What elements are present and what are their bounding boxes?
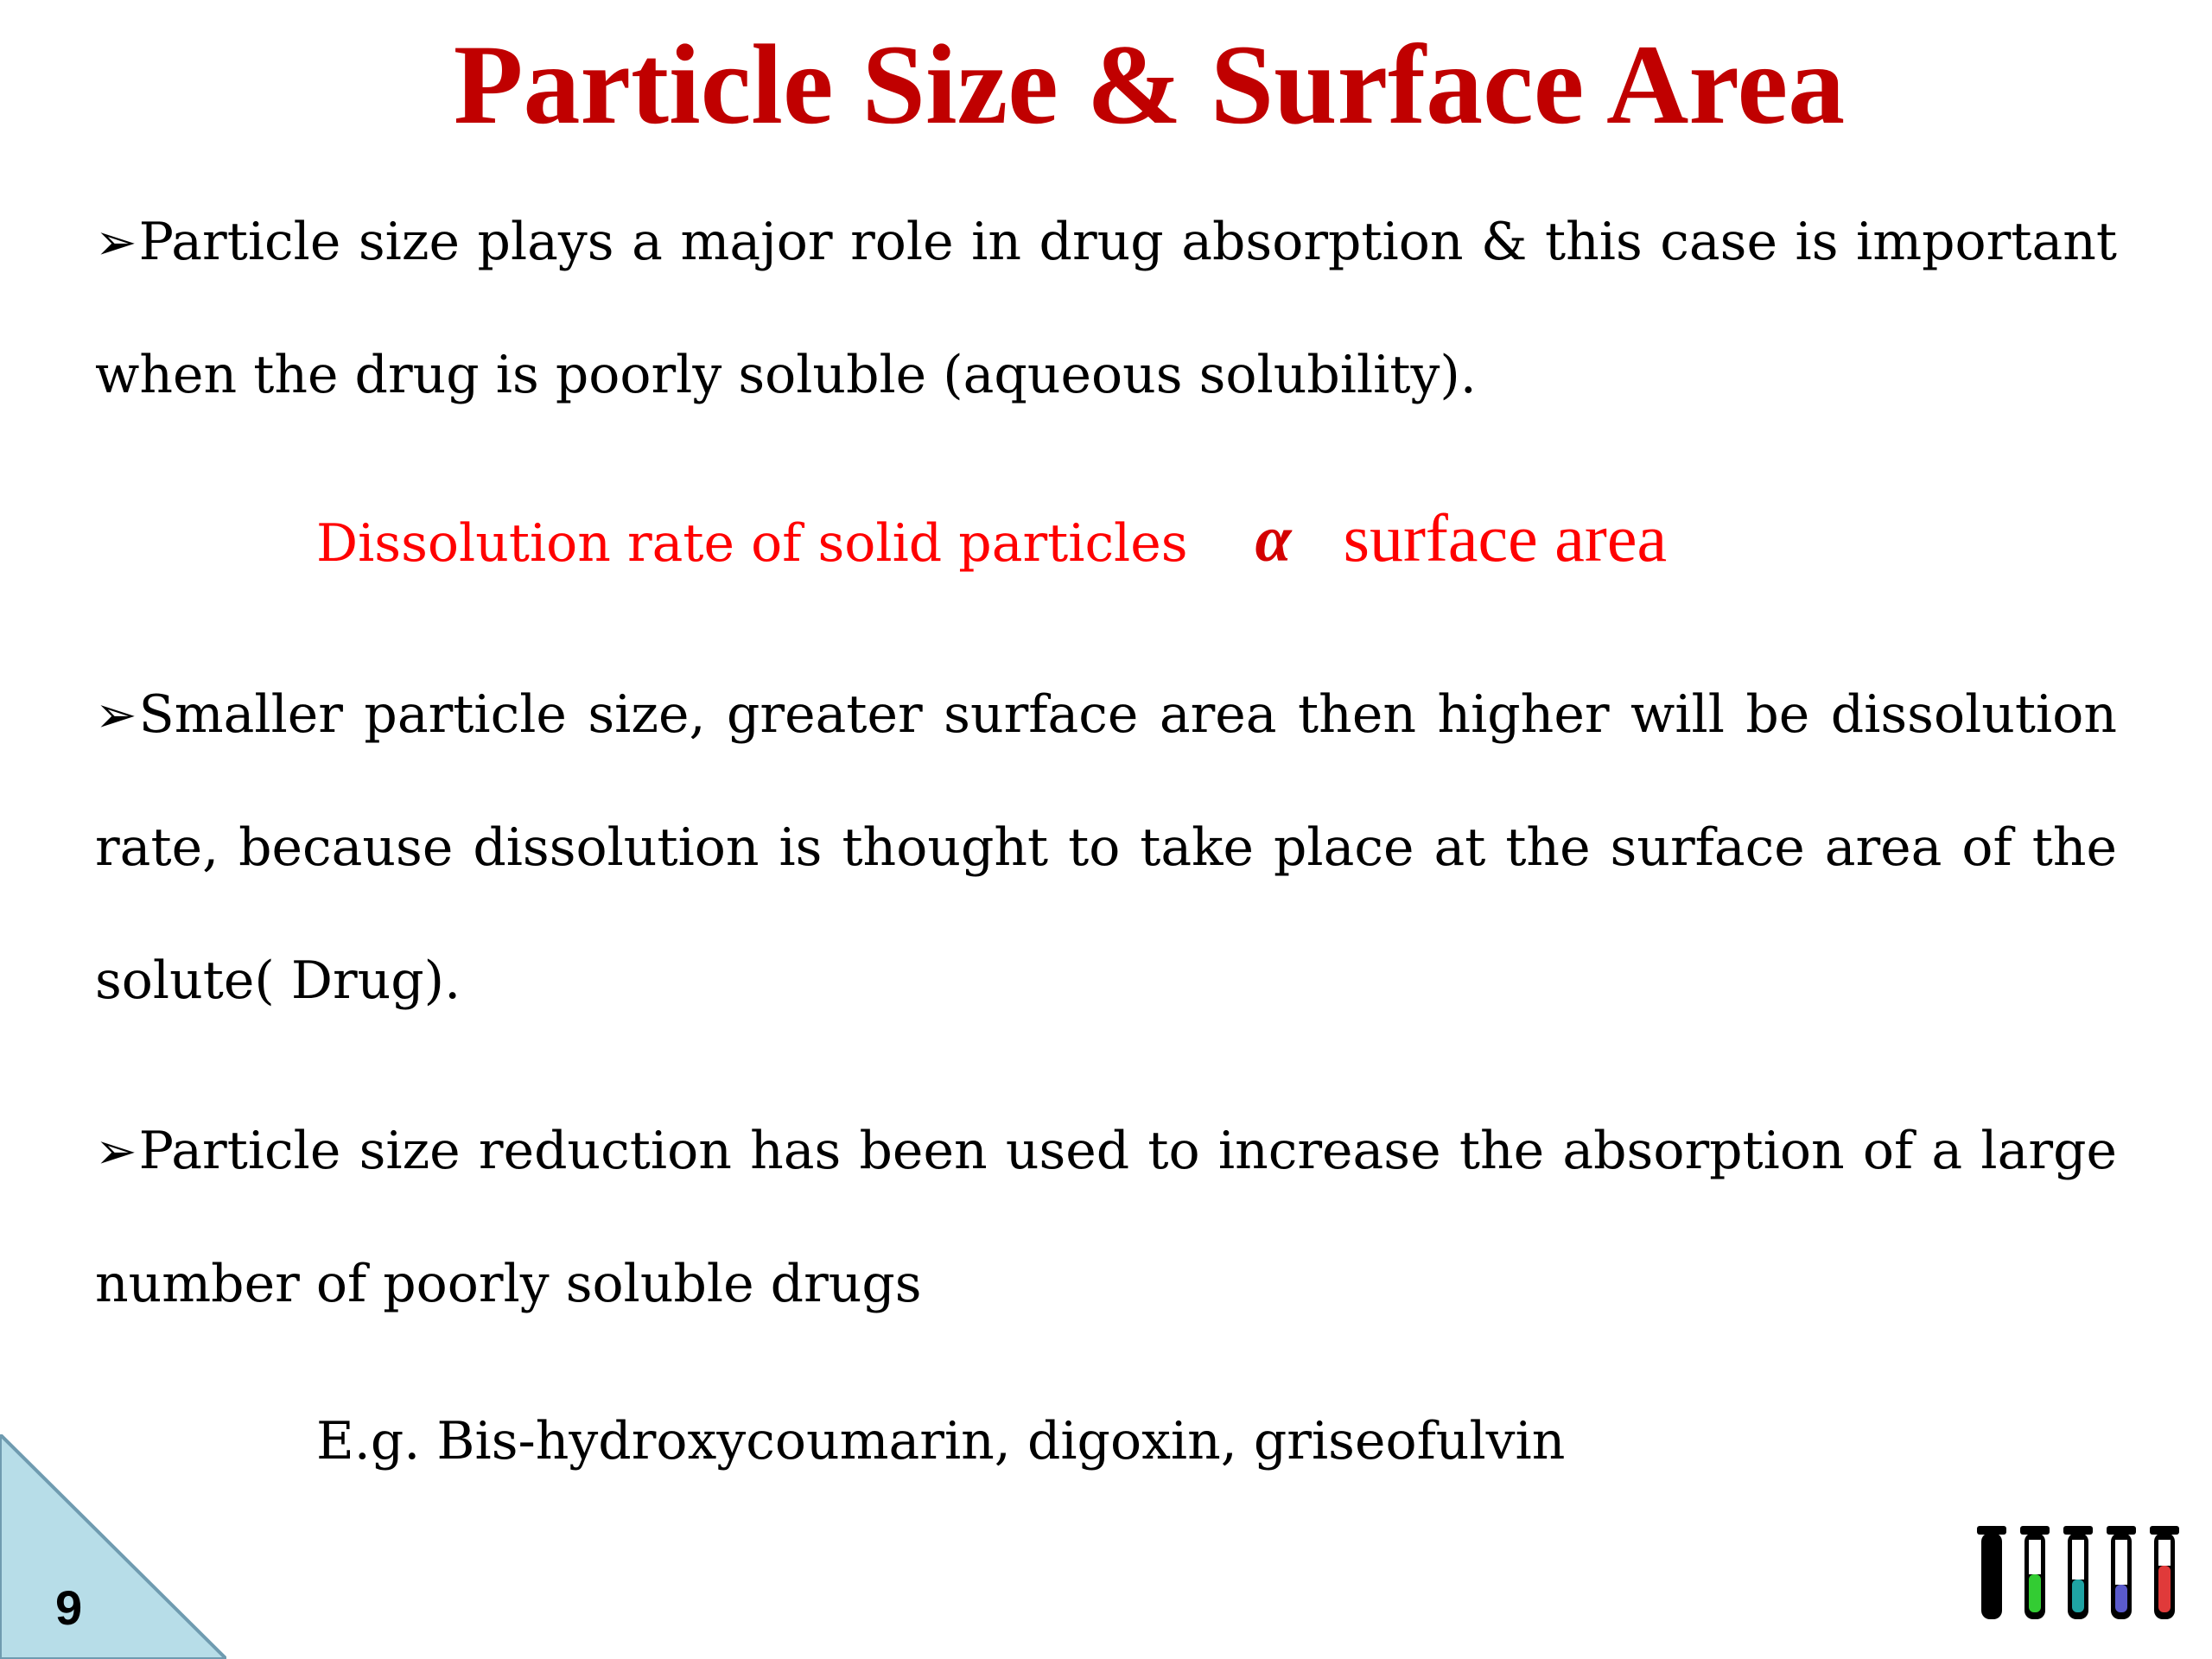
formula-right-text: surface area	[1343, 500, 1668, 575]
bullet-arrow-icon: ➢	[95, 213, 137, 271]
paragraph-smaller-particle	[95, 648, 2117, 1047]
test-tube-2	[2020, 1526, 2050, 1619]
bullet-arrow-icon: ➢	[95, 685, 137, 744]
formula-left-text: Dissolution rate of solid particles	[316, 513, 1188, 574]
page-number: 9	[55, 1580, 83, 1635]
paragraph-2-text: Smaller particle size, greater surface area then higher will be dissolution rate, because dissolution is thought to take place at the surface area of the solute( Drug).	[95, 684, 2117, 1011]
bullet-arrow-icon: ➢	[95, 1122, 137, 1180]
paragraph-1-text: Particle size plays a major role in drug absorption & this case is important when the drug is poorly soluble (aqueous solubility).	[95, 212, 2117, 405]
corner-triangle	[0, 1434, 226, 1659]
test-tube-4	[2107, 1526, 2136, 1619]
paragraph-size-reduction	[95, 1084, 2117, 1351]
test-tube-1	[1977, 1526, 2006, 1619]
test-tube-5	[2150, 1526, 2179, 1619]
test-tubes-icon	[1974, 1524, 2190, 1628]
paragraph-3-text: Particle size reduction has been used to increase the absorption of a large number of poorly soluble drugs	[95, 1121, 2117, 1314]
paragraph-particle-size	[95, 175, 2117, 442]
test-tube-3	[2063, 1526, 2093, 1619]
slide-title: Particle Size & Surface Area	[453, 21, 1846, 148]
example-drugs: E.g. Bis-hydroxycoumarin, digoxin, griseofulvin	[316, 1411, 1566, 1471]
proportional-symbol: α	[1255, 503, 1292, 575]
proportionality-statement	[316, 499, 1667, 594]
